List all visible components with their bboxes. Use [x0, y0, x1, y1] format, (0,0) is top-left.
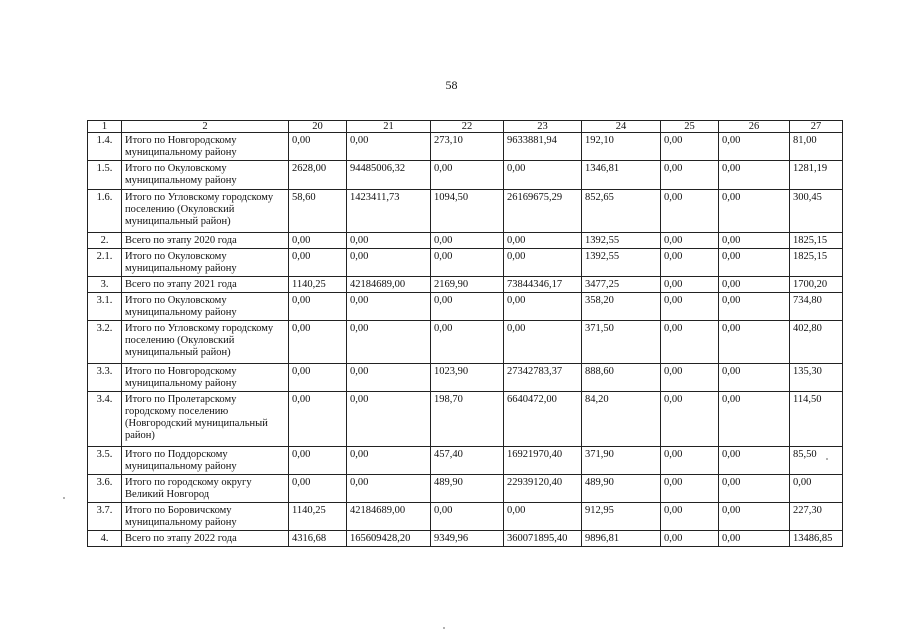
row-value: 0,00: [347, 293, 431, 321]
column-header: 1: [88, 121, 122, 133]
row-value: 0,00: [289, 133, 347, 161]
row-name: Итого по Угловскому городскому поселению (Окуловский муниципальный район): [122, 190, 289, 233]
row-value: 2628,00: [289, 161, 347, 190]
row-value: 0,00: [504, 161, 582, 190]
column-header: 26: [719, 121, 790, 133]
row-value: 85,50: [790, 447, 843, 475]
row-number: 1.6.: [88, 190, 122, 233]
row-name: Итого по Поддорскому муниципальному району: [122, 447, 289, 475]
row-value: 227,30: [790, 503, 843, 531]
table-row: [88, 447, 843, 475]
row-value: 94485006,32: [347, 161, 431, 190]
row-value: 0,00: [289, 447, 347, 475]
row-value: 0,00: [661, 190, 719, 233]
row-value: 27342783,37: [504, 364, 582, 392]
row-value: 0,00: [661, 475, 719, 503]
row-value: 26169675,29: [504, 190, 582, 233]
row-value: 1346,81: [582, 161, 661, 190]
row-value: 371,90: [582, 447, 661, 475]
row-value: 0,00: [661, 133, 719, 161]
row-value: 73844346,17: [504, 277, 582, 293]
row-value: 0,00: [719, 531, 790, 547]
table-row: [88, 364, 843, 392]
row-value: 371,50: [582, 321, 661, 364]
row-value: 1392,55: [582, 249, 661, 277]
row-name: Итого по Окуловскому муниципальному району: [122, 293, 289, 321]
row-value: 81,00: [790, 133, 843, 161]
row-value: 0,00: [289, 233, 347, 249]
row-value: 0,00: [719, 133, 790, 161]
row-name: Итого по Новгородскому муниципальному району: [122, 364, 289, 392]
row-value: 0,00: [719, 503, 790, 531]
row-value: 1140,25: [289, 503, 347, 531]
row-value: 6640472,00: [504, 392, 582, 447]
row-name: Всего по этапу 2022 года: [122, 531, 289, 547]
row-value: 0,00: [661, 249, 719, 277]
row-value: 0,00: [347, 233, 431, 249]
row-value: 734,80: [790, 293, 843, 321]
row-value: 0,00: [790, 475, 843, 503]
column-header: 21: [347, 121, 431, 133]
row-name: Итого по Окуловскому муниципальному району: [122, 161, 289, 190]
row-value: 0,00: [289, 364, 347, 392]
row-value: 0,00: [719, 392, 790, 447]
row-name: Итого по Окуловскому муниципальному району: [122, 249, 289, 277]
scan-speck: [443, 627, 445, 629]
column-header: 24: [582, 121, 661, 133]
row-name: Итого по Угловскому городскому поселению (Окуловский муниципальный район): [122, 321, 289, 364]
table-row: [88, 277, 843, 293]
row-name: Итого по Боровичскому муниципальному району: [122, 503, 289, 531]
row-value: 0,00: [347, 321, 431, 364]
row-value: 402,80: [790, 321, 843, 364]
row-value: 0,00: [289, 249, 347, 277]
page-number: 58: [445, 78, 458, 92]
row-value: 84,20: [582, 392, 661, 447]
row-value: 0,00: [661, 321, 719, 364]
row-value: 1392,55: [582, 233, 661, 249]
row-value: 42184689,00: [347, 503, 431, 531]
scan-speck: [826, 458, 828, 460]
row-value: 489,90: [431, 475, 504, 503]
row-number: 3.2.: [88, 321, 122, 364]
data-table: [87, 120, 843, 547]
row-value: 0,00: [661, 277, 719, 293]
table-row: [88, 249, 843, 277]
header-row: [88, 121, 843, 133]
row-value: 9349,96: [431, 531, 504, 547]
scan-speck: [63, 497, 65, 499]
column-header: 27: [790, 121, 843, 133]
row-value: 0,00: [719, 233, 790, 249]
row-value: 0,00: [347, 447, 431, 475]
row-value: 1140,25: [289, 277, 347, 293]
table-row: [88, 190, 843, 233]
row-value: 0,00: [504, 321, 582, 364]
row-value: 1023,90: [431, 364, 504, 392]
row-value: 0,00: [661, 503, 719, 531]
row-number: 3.6.: [88, 475, 122, 503]
row-value: 9633881,94: [504, 133, 582, 161]
row-value: 0,00: [504, 293, 582, 321]
row-number: 2.: [88, 233, 122, 249]
table-row: [88, 161, 843, 190]
row-value: 0,00: [719, 475, 790, 503]
row-number: 3.4.: [88, 392, 122, 447]
row-value: 0,00: [719, 447, 790, 475]
row-value: 9896,81: [582, 531, 661, 547]
table-row: [88, 392, 843, 447]
row-value: 0,00: [661, 293, 719, 321]
row-number: 3.7.: [88, 503, 122, 531]
row-value: 0,00: [431, 503, 504, 531]
row-value: 0,00: [347, 249, 431, 277]
row-value: 0,00: [431, 321, 504, 364]
column-header: 2: [122, 121, 289, 133]
table-row: [88, 531, 843, 547]
row-number: 3.: [88, 277, 122, 293]
row-value: 0,00: [347, 475, 431, 503]
row-value: 888,60: [582, 364, 661, 392]
row-value: 4316,68: [289, 531, 347, 547]
row-value: 0,00: [504, 249, 582, 277]
row-value: 273,10: [431, 133, 504, 161]
row-number: 2.1.: [88, 249, 122, 277]
row-value: 22939120,40: [504, 475, 582, 503]
row-value: 0,00: [431, 161, 504, 190]
row-number: 3.1.: [88, 293, 122, 321]
row-value: 42184689,00: [347, 277, 431, 293]
row-value: 0,00: [719, 321, 790, 364]
row-name: Итого по Новгородскому муниципальному району: [122, 133, 289, 161]
row-name: Итого по Пролетарскому городскому поселению (Новгородский муниципальный район): [122, 392, 289, 447]
table-row: [88, 133, 843, 161]
column-header: 22: [431, 121, 504, 133]
row-value: 192,10: [582, 133, 661, 161]
row-number: 1.5.: [88, 161, 122, 190]
row-value: 0,00: [347, 133, 431, 161]
row-value: 16921970,40: [504, 447, 582, 475]
row-value: 0,00: [661, 161, 719, 190]
row-value: 358,20: [582, 293, 661, 321]
row-value: 0,00: [719, 293, 790, 321]
row-value: 0,00: [504, 503, 582, 531]
row-value: 13486,85: [790, 531, 843, 547]
table-row: [88, 293, 843, 321]
row-value: 135,30: [790, 364, 843, 392]
row-name: Всего по этапу 2020 года: [122, 233, 289, 249]
row-value: 0,00: [347, 392, 431, 447]
table-row: [88, 321, 843, 364]
row-value: 360071895,40: [504, 531, 582, 547]
row-value: 165609428,20: [347, 531, 431, 547]
row-value: 300,45: [790, 190, 843, 233]
row-value: 0,00: [719, 190, 790, 233]
row-value: 0,00: [289, 293, 347, 321]
row-value: 1094,50: [431, 190, 504, 233]
row-value: 1281,19: [790, 161, 843, 190]
row-value: 3477,25: [582, 277, 661, 293]
row-name: Итого по городскому округу Великий Новгород: [122, 475, 289, 503]
row-value: 0,00: [289, 392, 347, 447]
row-value: 2169,90: [431, 277, 504, 293]
row-number: 3.5.: [88, 447, 122, 475]
row-value: 0,00: [661, 392, 719, 447]
row-value: 0,00: [661, 233, 719, 249]
row-value: 0,00: [431, 293, 504, 321]
row-value: 0,00: [719, 249, 790, 277]
row-value: 0,00: [347, 364, 431, 392]
row-value: 0,00: [719, 277, 790, 293]
row-value: 0,00: [504, 233, 582, 249]
table-row: [88, 475, 843, 503]
table-row: [88, 233, 843, 249]
row-value: 0,00: [431, 233, 504, 249]
row-value: 912,95: [582, 503, 661, 531]
row-value: 0,00: [661, 531, 719, 547]
row-value: 1825,15: [790, 233, 843, 249]
row-value: 0,00: [719, 161, 790, 190]
row-value: 1423411,73: [347, 190, 431, 233]
row-value: 457,40: [431, 447, 504, 475]
row-number: 3.3.: [88, 364, 122, 392]
row-value: 0,00: [431, 249, 504, 277]
row-value: 0,00: [719, 364, 790, 392]
row-number: 1.4.: [88, 133, 122, 161]
row-value: 0,00: [661, 364, 719, 392]
row-value: 489,90: [582, 475, 661, 503]
row-number: 4.: [88, 531, 122, 547]
row-name: Всего по этапу 2021 года: [122, 277, 289, 293]
row-value: 852,65: [582, 190, 661, 233]
row-value: 0,00: [289, 475, 347, 503]
row-value: 58,60: [289, 190, 347, 233]
table-row: [88, 503, 843, 531]
row-value: 1825,15: [790, 249, 843, 277]
column-header: 20: [289, 121, 347, 133]
row-value: 198,70: [431, 392, 504, 447]
row-value: 114,50: [790, 392, 843, 447]
row-value: 1700,20: [790, 277, 843, 293]
row-value: 0,00: [289, 321, 347, 364]
column-header: 23: [504, 121, 582, 133]
column-header: 25: [661, 121, 719, 133]
row-value: 0,00: [661, 447, 719, 475]
